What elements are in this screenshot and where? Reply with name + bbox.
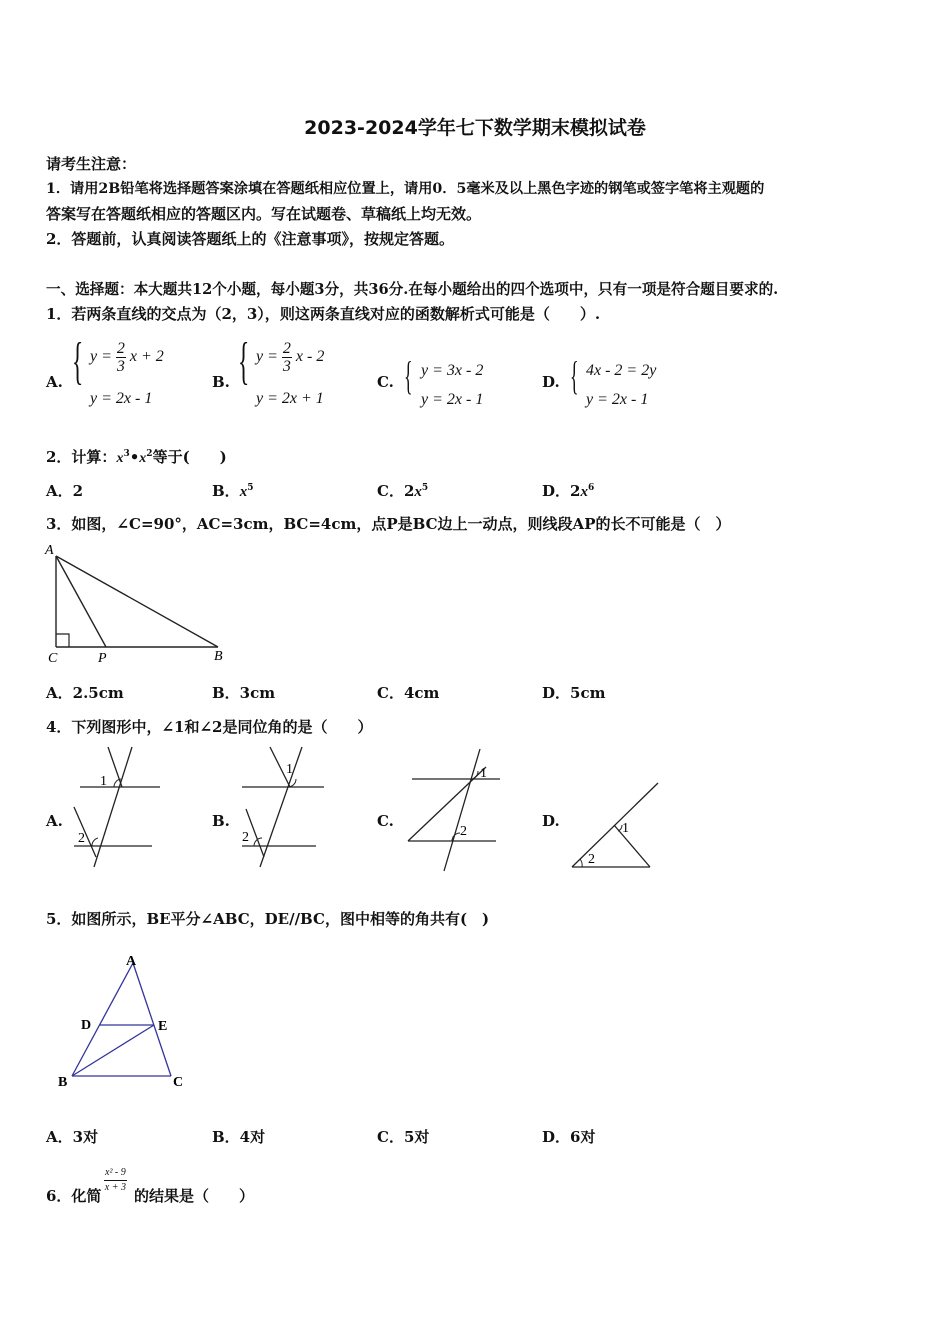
- q4-option-d-label: D.: [542, 812, 560, 830]
- page-title: 2023-2024学年七下数学期末模拟试卷: [304, 117, 646, 139]
- q1-a-eq1: y = $\frac{2}{3}$ x + 2: [90, 340, 164, 375]
- q4-a-angle-2: 2: [78, 831, 85, 846]
- q1-c-eq2: y = 2x - 1: [421, 391, 484, 408]
- q3-option-b: B．3cm: [212, 684, 276, 702]
- q1-b-eq2: y = 2x + 1: [256, 390, 324, 407]
- q1-b-eq1: y = $\frac{2}{3}$ x - 2: [256, 340, 325, 375]
- q6-stem-b: 的结果是（ ）: [134, 1187, 255, 1205]
- q3-triangle-figure: [40, 540, 240, 670]
- q6-fraction-numerator: x² - 9: [104, 1166, 127, 1181]
- q1-d-eq1: 4x - 2 = 2y: [586, 362, 657, 379]
- q5-label-e: E: [158, 1019, 168, 1034]
- q5-label-b: B: [58, 1075, 68, 1090]
- q5-option-c: C．5对: [377, 1128, 430, 1146]
- q3-option-d: D．5cm: [542, 684, 606, 702]
- q1-c-eq1: y = 3x - 2: [421, 362, 484, 379]
- q1-d-brace: {: [570, 353, 579, 398]
- section-heading: 一、选择题：本大题共12个小题，每小题3分，共36分.在每小题给出的四个选项中，只有一项是符合题目要求的.: [46, 281, 779, 298]
- q3-label-c: C: [48, 651, 58, 666]
- q2-option-b: B．$x^5$: [212, 482, 254, 500]
- q1-a-eq2: y = 2x - 1: [90, 390, 153, 407]
- q6-fraction: [104, 1166, 127, 1195]
- notice-line-2: 答案写在答题纸相应的答题区内。写在试题卷、草稿纸上均无效。: [46, 205, 482, 223]
- q4-c-angle-2: 2: [460, 824, 467, 839]
- q1-option-d-label: D.: [542, 373, 560, 391]
- q4-c-angle-1: 1: [480, 766, 487, 781]
- q4-figure-c: [400, 745, 510, 875]
- q1-option-a-label: A.: [46, 373, 63, 391]
- q4-figure-a: [70, 745, 170, 875]
- q5-option-a: A．3对: [46, 1128, 99, 1146]
- q5-option-d: D．6对: [542, 1128, 596, 1146]
- q2-option-d: D．$2x^6$: [542, 482, 595, 500]
- q5-option-b: B．4对: [212, 1128, 266, 1146]
- q4-figure-b: [238, 745, 338, 875]
- q6-fraction-denominator: x + 3: [104, 1182, 126, 1193]
- notice-line-1: 1．请用2B铅笔将选择题答案涂填在答题纸相应位置上，请用0．5毫米及以上黑色字迹的钢笔或签字笔将主观题的: [46, 181, 765, 197]
- q3-option-c: C．4cm: [377, 684, 440, 702]
- q4-d-angle-1: 1: [622, 821, 629, 836]
- q5-label-d: D: [81, 1018, 92, 1033]
- q4-b-angle-1: 1: [286, 762, 293, 777]
- notice-line-3: 2．答题前，认真阅读答题纸上的《注意事项》，按规定答题。: [46, 230, 454, 248]
- q4-stem: 4．下列图形中，∠1和∠2是同位角的是（ ）: [46, 718, 373, 736]
- q2-option-a: A．2: [46, 482, 84, 500]
- q3-stem: 3．如图，∠C=90°，AC=3cm，BC=4cm，点P是BC边上一动点，则线段AP的长不可能是（ ）: [46, 515, 731, 533]
- q2-stem: 2．计算：$x^3•x^2$等于( ): [46, 448, 227, 466]
- q1-d-eq2: y = 2x - 1: [586, 391, 649, 408]
- q3-label-b: B: [214, 649, 223, 664]
- q1-option-b-label: B.: [212, 373, 230, 391]
- notice-heading: 请考生注意：: [46, 155, 137, 173]
- q4-d-angle-2: 2: [588, 852, 595, 867]
- q4-a-angle-1: 1: [100, 774, 107, 789]
- q2-option-c: C．$2x^5$: [377, 482, 429, 500]
- q5-label-c: C: [173, 1075, 184, 1090]
- q5-stem: 5．如图所示，BE平分∠ABC，DE//BC，图中相等的角共有( ): [46, 910, 490, 928]
- q1-c-brace: {: [404, 353, 413, 398]
- q5-triangle-figure: [50, 945, 200, 1095]
- q1-stem: 1．若两条直线的交点为（2，3），则这两条直线对应的函数解析式可能是（ ）.: [46, 305, 601, 323]
- q1-option-c-label: C.: [377, 373, 394, 391]
- q1-a-brace: {: [72, 333, 84, 390]
- q6-stem-a: 6．化简: [46, 1187, 102, 1205]
- q3-option-a: A．2.5cm: [46, 684, 124, 702]
- q3-label-p: P: [98, 651, 107, 666]
- q4-b-angle-2: 2: [242, 830, 249, 845]
- q3-label-a: A: [45, 543, 54, 558]
- q1-b-brace: {: [238, 333, 250, 390]
- q5-label-a: A: [126, 954, 137, 969]
- q4-option-b-label: B.: [212, 812, 230, 830]
- q4-option-a-label: A.: [46, 812, 63, 830]
- q4-option-c-label: C.: [377, 812, 394, 830]
- q4-figure-d: [568, 775, 668, 875]
